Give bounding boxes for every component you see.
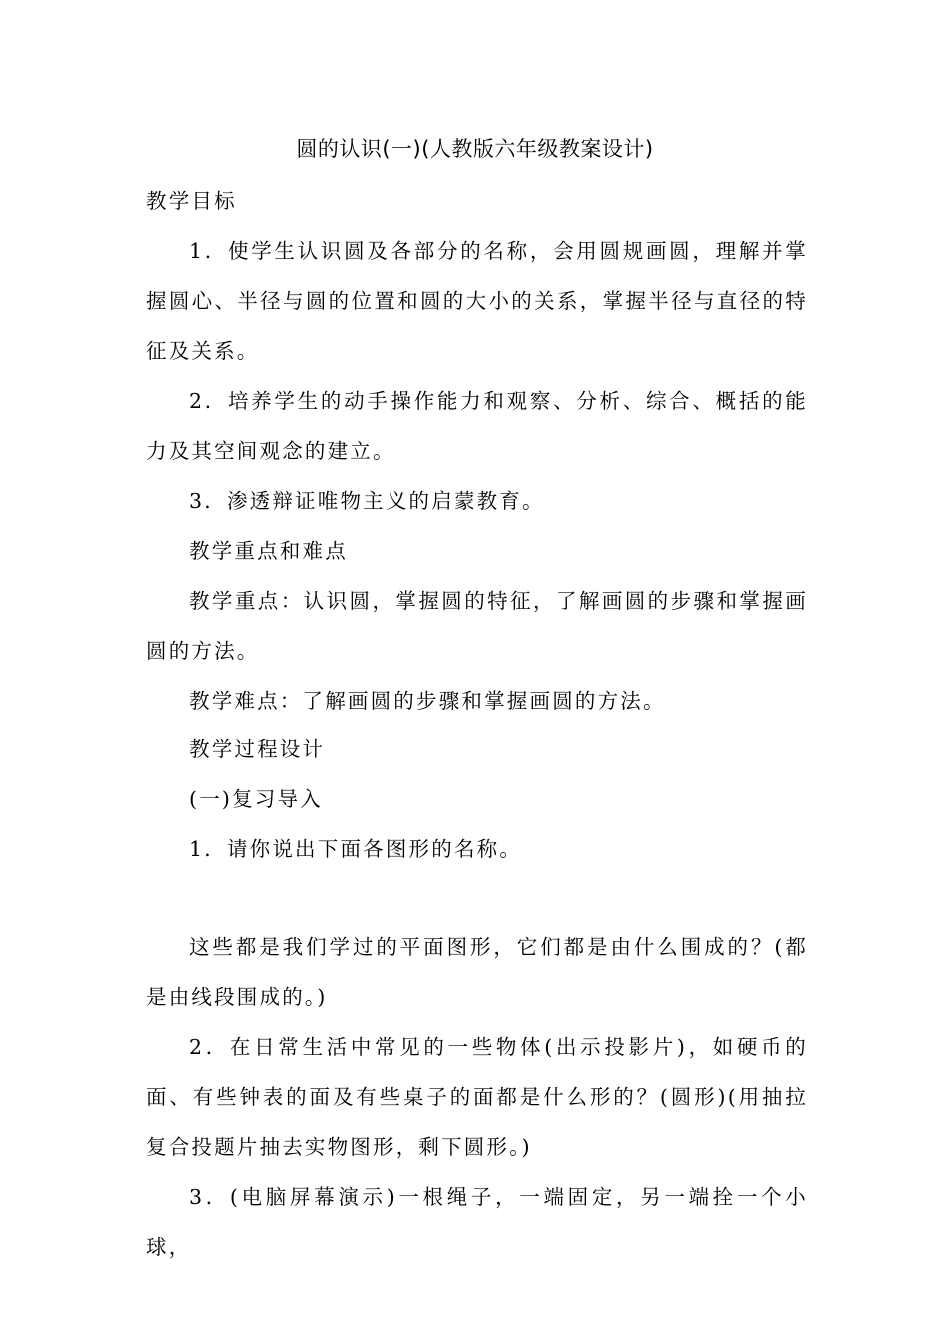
step-1-followup-paragraph: 这些都是我们学过的平面图形，它们都是由什么围成的？(都是由线段围成的。) bbox=[146, 935, 808, 1009]
objective-2-paragraph: 2．培养学生的动手操作能力和观察、分析、综合、概括的能力及其空间观念的建立。 bbox=[146, 389, 808, 463]
objective-1-paragraph: 1．使学生认识圆及各部分的名称，会用圆规画圆，理解并掌握圆心、半径与圆的位置和圆的大小的关系，掌握半径与直径的特征及关系。 bbox=[146, 239, 808, 363]
heading-teaching-objectives: 教学目标 bbox=[146, 189, 237, 213]
document-title: 圆的认识(一)(人教版六年级教案设计) bbox=[296, 137, 654, 161]
step-1-paragraph: 1．请你说出下面各图形的名称。 bbox=[189, 837, 523, 861]
objective-3-paragraph: 3．渗透辩证唯物主义的启蒙教育。 bbox=[189, 489, 545, 513]
heading-process-design: 教学过程设计 bbox=[189, 737, 326, 761]
difficulty-paragraph: 教学难点：了解画圆的步骤和掌握画圆的方法。 bbox=[189, 689, 666, 713]
step-2-paragraph: 2．在日常生活中常见的一些物体(出示投影片)，如硬币的面、有些钟表的面及有些桌子的面都是什么形的？(圆形)(用抽拉复合投题片抽去实物图形，剩下圆形。) bbox=[146, 1035, 808, 1159]
heading-key-points: 教学重点和难点 bbox=[189, 539, 348, 563]
step-3-paragraph: 3．(电脑屏幕演示)一根绳子，一端固定，另一端拴一个小球， bbox=[146, 1185, 808, 1259]
key-point-paragraph: 教学重点：认识圆，掌握圆的特征，了解画圆的步骤和掌握画圆的方法。 bbox=[146, 589, 808, 663]
heading-review-intro: (一)复习导入 bbox=[189, 787, 323, 811]
